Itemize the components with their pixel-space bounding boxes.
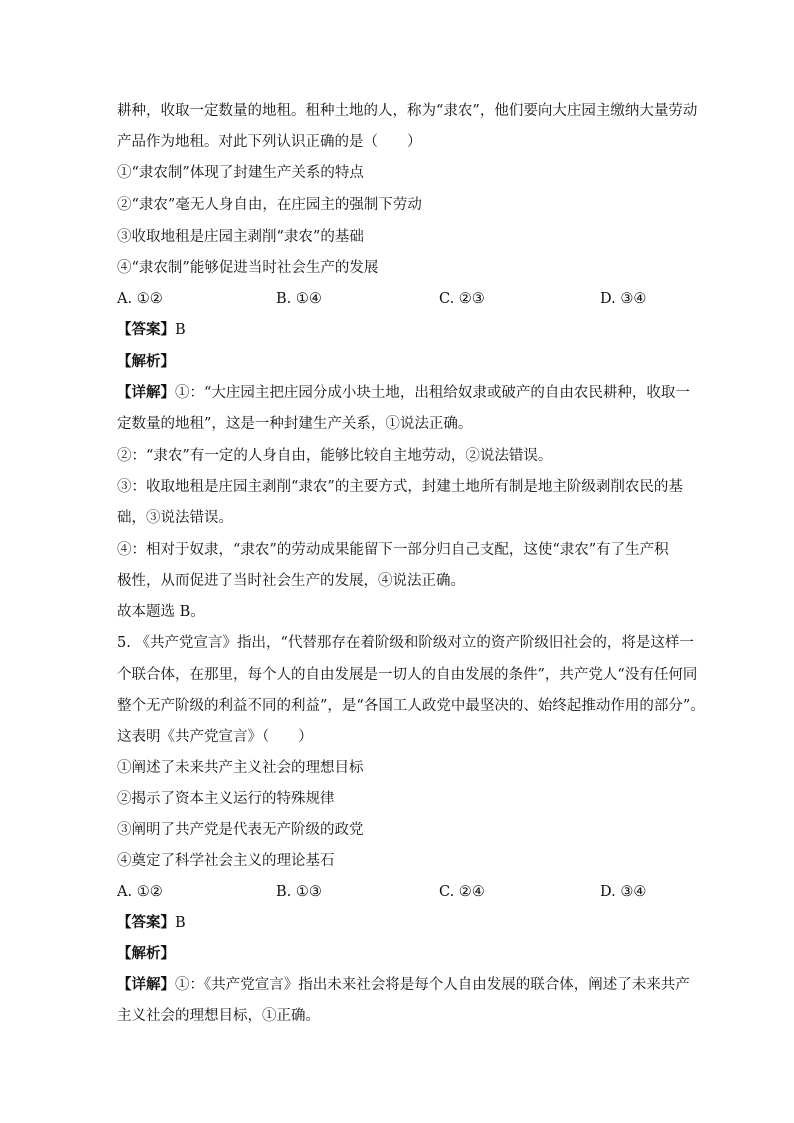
q5-detail-text-1: ①：《共产党宣言》指出未来社会将是每个人自由发展的联合体，阐述了未来共产	[175, 977, 690, 993]
q5-answer	[117, 913, 186, 933]
q4-answer-value: B	[175, 322, 186, 338]
q5-detail-line-1	[117, 975, 690, 995]
q4-item-1: ①“隶农制”体现了封建生产关系的特点	[117, 165, 364, 181]
q5-stem-line-4: 这表明《共产党宣言》（ ）	[117, 729, 313, 745]
q5-item-3: ③阐明了共产党是代表无产阶级的政党	[117, 822, 364, 838]
q4-answer-label: 【答案】	[117, 321, 175, 338]
q4-item-2: ②“隶农”毫无人身自由，在庄园主的强制下劳动	[117, 197, 422, 213]
q4-stem-line-1: 耕种，收取一定数量的地租。租种土地的人，称为“隶农”，他们要向大庄园主缴纳大量劳动	[117, 103, 698, 119]
q4-option-a: A. ①②	[117, 291, 163, 307]
q4-item-3: ③收取地租是庄园主剥削“隶农”的基础	[117, 229, 364, 245]
q4-detail-line-3: ②：“隶农”有一定的人身自由，能够比较自主地劳动，②说法错误。	[117, 448, 553, 464]
q5-option-c: C. ②④	[439, 884, 485, 900]
q5-stem-line-2: 个联合体，在那里，每个人的自由发展是一切人的自由发展的条件”，共产党人“没有任何同	[117, 667, 698, 683]
q4-option-b: B. ①④	[276, 291, 322, 307]
q4-detail-line-2: 定数量的地租”，这是一种封建生产关系，①说法正确。	[117, 416, 473, 432]
q4-option-d: D. ③④	[600, 291, 647, 307]
q5-option-d: D. ③④	[600, 884, 647, 900]
q5-answer-value: B	[175, 915, 186, 931]
q4-detail-line-4: ③：收取地租是庄园主剥削“隶农”的主要方式，封建土地所有制是地主阶级剥削农民的基	[117, 479, 683, 495]
q5-option-a: A. ①②	[117, 884, 163, 900]
q5-item-4: ④奠定了科学社会主义的理论基石	[117, 853, 335, 869]
q4-detail-line-8: 故本题选 B。	[117, 604, 205, 620]
q5-stem-line-3: 整个无产阶级的利益不同的利益”，是“各国工人政党中最坚决的、始终起推动作用的部分”。	[117, 698, 705, 714]
q4-detail-text-1: ①：“大庄园主把庄园分成小块土地，出租给奴隶或破产的自由农民耕种，收取一	[175, 385, 690, 401]
q5-detail-line-2: 主义社会的理想目标，①正确。	[117, 1008, 320, 1024]
q5-item-2: ②揭示了资本主义运行的特殊规律	[117, 791, 335, 807]
q5-detail-label: 【详解】	[117, 976, 175, 993]
q5-analysis-label: 【解析】	[117, 945, 175, 962]
q4-detail-line-7: 极性，从而促进了当时社会生产的发展，④说法正确。	[117, 573, 465, 589]
q5-stem-line-1: 5. 《共产党宣言》指出，“代替那存在着阶级和阶级对立的资产阶级旧社会的，将是这样一	[117, 635, 694, 651]
q5-item-1: ①阐述了未来共产主义社会的理想目标	[117, 760, 364, 776]
q5-answer-label: 【答案】	[117, 914, 175, 931]
q4-item-4: ④“隶农制”能够促进当时社会生产的发展	[117, 260, 379, 276]
q4-detail-label: 【详解】	[117, 384, 175, 401]
q4-stem-line-2: 产品作为地租。对此下列认识正确的是（ ）	[117, 134, 422, 150]
q4-analysis-label: 【解析】	[117, 353, 175, 370]
q4-detail-line-6: ④：相对于奴隶，“隶农”的劳动成果能留下一部分归自己支配，这使“隶农”有了生产积	[117, 542, 669, 558]
q4-answer	[117, 320, 186, 340]
q4-detail-line-5: 础，③说法错误。	[117, 510, 233, 526]
q4-detail-line-1	[117, 383, 690, 403]
q4-option-c: C. ②③	[439, 291, 485, 307]
q5-option-b: B. ①③	[276, 884, 322, 900]
